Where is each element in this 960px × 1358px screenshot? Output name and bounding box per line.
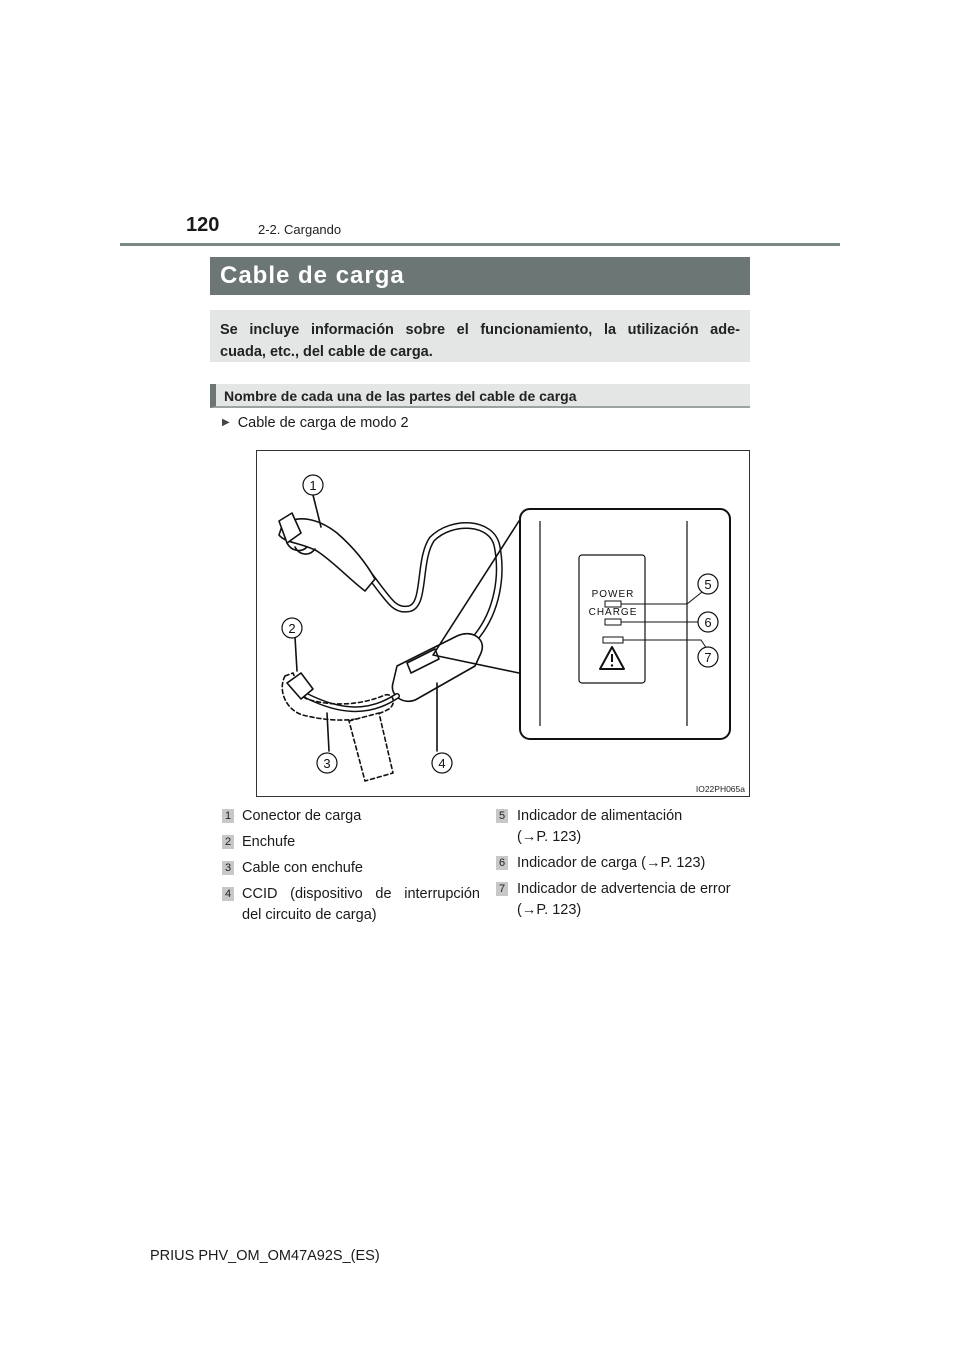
legend-text-line2: (→P. 123): [517, 902, 582, 918]
legend-text-line2: (→P. 123): [517, 829, 582, 845]
legend-number: 6: [496, 856, 508, 870]
bullet-text: Cable de carga de modo 2: [237, 415, 409, 431]
figure-charging-cable: [256, 450, 750, 797]
legend-number: 3: [222, 861, 234, 875]
legend-text: Conector de carga: [242, 808, 362, 824]
legend-number: 4: [222, 887, 234, 901]
callout-6: 6: [704, 615, 712, 630]
legend-item-4: [222, 884, 480, 928]
legend-item-5: [496, 806, 750, 850]
panel-label-power: POWER: [591, 589, 635, 600]
page-number: 120: [186, 214, 220, 236]
legend-number: 2: [222, 835, 234, 849]
legend-number: 5: [496, 809, 508, 823]
figure-code: IO22PH065a: [695, 784, 745, 794]
legend-item-3: [222, 858, 480, 882]
charging-cable-illustration: [257, 451, 751, 798]
legend-text: Indicador de advertencia de error: [517, 881, 731, 897]
legend-number: 7: [496, 882, 508, 896]
panel-label-charge: CHARGE: [588, 607, 638, 618]
bullet-item: [222, 415, 409, 431]
callout-1: 1: [309, 478, 317, 493]
header-rule: [120, 243, 840, 246]
section-label: 2-2. Cargando: [258, 222, 342, 237]
callout-3: 3: [323, 756, 331, 771]
callout-5: 5: [704, 577, 712, 592]
legend-item-6: [496, 853, 750, 877]
callout-4: 4: [438, 756, 446, 771]
legend-text: CCID (dispositivo de interrupción: [242, 886, 480, 902]
subheading: Nombre de cada una de las partes del cable de carga: [210, 384, 750, 408]
legend-text: Enchufe: [242, 834, 296, 850]
legend-item-7: [496, 879, 750, 923]
legend-text-line2: del circuito de carga): [242, 907, 377, 923]
legend-text: Indicador de alimentación: [517, 808, 683, 824]
callout-7: 7: [704, 650, 712, 665]
intro-box: [210, 310, 750, 362]
legend-item-1: [222, 806, 480, 830]
callout-2: 2: [288, 621, 296, 636]
triangle-bullet-icon: ▶: [222, 417, 230, 428]
intro-line-2: cuada, etc., del cable de carga.: [220, 344, 433, 360]
intro-line-1: Se incluye información sobre el funcionamiento, la utilización ade-: [220, 322, 740, 338]
legend-number: 1: [222, 809, 234, 823]
page-title: Cable de carga: [210, 257, 750, 295]
footer-document-code: PRIUS PHV_OM_OM47A92S_(ES): [150, 1248, 380, 1264]
legend-item-2: [222, 832, 480, 856]
legend-text: Cable con enchufe: [242, 860, 363, 876]
legend-text: Indicador de carga (→P. 123): [517, 855, 706, 871]
